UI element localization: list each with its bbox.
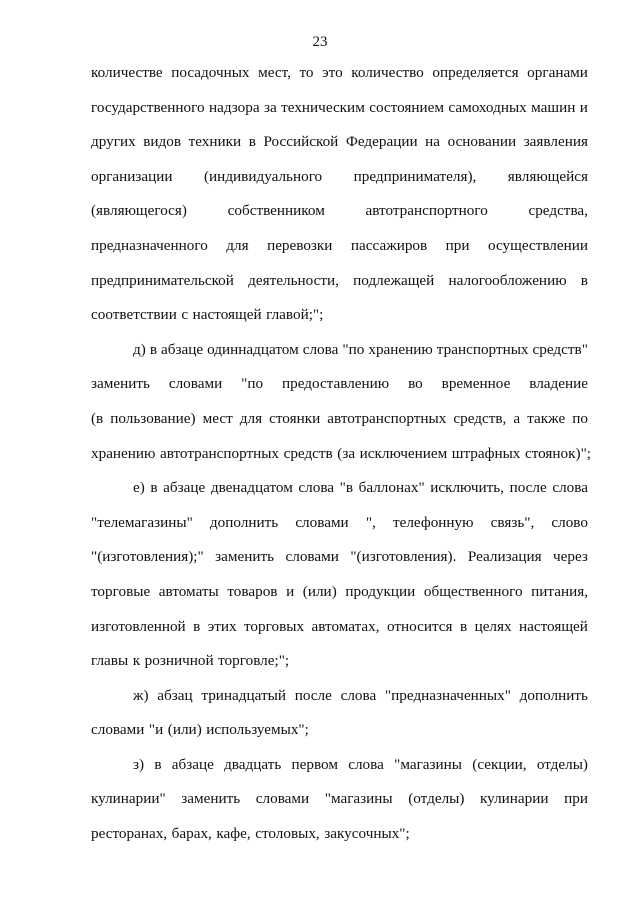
word: к [132,652,141,670]
word: барах, [171,825,212,843]
word: автоматы [158,582,219,600]
word: слово [551,513,588,531]
text-line [91,333,588,368]
word: организации [91,167,173,185]
word: хранению [91,444,156,462]
text-line [91,437,591,472]
word: автотранспортных [159,444,280,462]
word: закусочных"; [324,825,410,843]
word: заменить [215,548,275,566]
word: техническим [281,98,365,116]
word: временное [441,375,511,393]
word: продукции [345,582,416,600]
word: штрафных [451,444,521,462]
word: (являющегося) [91,202,187,220]
text-line [91,56,588,91]
word: автоматах, [311,617,380,635]
word: словами [295,513,349,531]
word: стоянок)"; [524,444,591,462]
word: Российской [263,133,339,151]
word: дополнить [209,513,279,531]
word: и [579,98,588,116]
word: дополнить [519,686,588,704]
text-line [91,471,588,506]
word: основании [447,133,517,151]
word: "(изготовления). [350,548,457,566]
word: питания, [531,582,588,600]
word: торговые [91,582,151,600]
word: пассажиров [350,236,428,254]
text-line [91,367,588,402]
text-line [91,540,588,575]
word: е) [133,479,145,497]
word: это [322,64,343,81]
word: в [248,133,256,151]
word: предназначенного [91,236,208,254]
word: и [286,582,295,600]
word: "магазины [394,755,463,773]
text-line [91,748,588,783]
word: в [150,479,158,497]
word: двадцать [224,755,282,773]
word: посадочных [171,64,250,81]
word: "в [339,479,354,497]
word: "предназначенных" [384,686,511,704]
word: абзаце [161,340,204,358]
word: отделы) [536,755,588,773]
word: после [294,686,332,704]
word: видов [143,133,182,151]
word: ", [365,513,376,531]
word: "телемагазины" [91,513,193,531]
word: автотранспортных [327,409,447,427]
word: кулинарии" [91,790,166,808]
word: надзора [208,98,260,116]
word: по [572,409,588,427]
word: главой;"; [266,306,324,324]
word: кафе, [216,825,251,843]
word: товаров [227,582,278,600]
word: предоставлению [281,375,390,393]
word: состоянием [369,98,445,116]
word: собственником [227,202,325,220]
word: настоящей [519,617,588,635]
word: столовых, [255,825,320,843]
word: транспортных [436,340,529,358]
word: в [154,755,162,773]
word: предпринимателя), [353,167,477,185]
word: подлежащей [353,271,435,289]
text-line [91,575,588,610]
word: кулинарии [480,790,549,808]
word: пользование) [110,409,196,427]
word: настоящей [192,306,262,324]
word: слова [348,755,384,773]
text-line [91,817,588,852]
word: а [513,409,521,427]
word: органами [527,64,588,81]
word: заявления [523,133,588,151]
word: торговле;"; [218,652,290,670]
word: слова [302,340,339,358]
word: то [299,64,314,81]
word: Федерации [345,133,418,151]
word: двенадцатом [210,479,293,497]
word: словами [255,790,310,808]
page-number: 23 [312,34,328,50]
word: (секции, [472,755,527,773]
word: баллонах" [358,479,425,497]
word: количестве [91,64,163,81]
word: владение [529,375,588,393]
text-line [91,298,588,333]
word: после [509,479,547,497]
word: этих [207,617,237,635]
word: з) [133,755,145,773]
word: телефонную [392,513,474,531]
word: абзаце [163,479,206,497]
document-body [91,56,591,852]
word: автотранспортного [365,202,488,220]
word: также [527,409,566,427]
word: одиннадцатом [207,340,299,358]
word: в [149,340,157,358]
word: средств [283,444,333,462]
text-line [91,160,588,195]
word: мест, [258,64,291,81]
word: изготовленной [91,617,186,635]
word: в [580,271,588,289]
word: "магазины [324,790,393,808]
word: техники [188,133,242,151]
word: средств" [532,340,588,358]
word: исключить, [430,479,504,497]
word: в [459,617,468,635]
word: "по [241,375,264,393]
word: во [408,375,423,393]
word: соответствии [91,306,177,324]
word: слова [298,479,335,497]
word: главы [91,652,129,670]
word: с [181,306,189,324]
word: налогообложению [448,271,567,289]
text-line [91,229,588,264]
word: за [264,98,277,116]
word: перевозки [267,236,333,254]
text-line [91,264,588,299]
word: исключением [359,444,448,462]
word: являющейся [507,167,588,185]
word: хранению [368,340,433,358]
word: при [445,236,470,254]
word: на [425,133,441,151]
word: торговых [244,617,305,635]
word: других [91,133,136,151]
word: мест [202,409,233,427]
word: (или) [167,721,202,739]
word: осуществлении [488,236,588,254]
word: государственного [91,98,205,116]
word: "по [342,340,365,358]
word: (в [91,409,104,427]
word: (отделы) [408,790,465,808]
word: стоянки [269,409,321,427]
word: определяется [432,64,519,81]
word: средств, [453,409,507,427]
word: для [239,409,263,427]
word: используемых"; [206,721,309,739]
word: деятельности, [248,271,339,289]
word: самоходных [448,98,527,116]
word: связь", [490,513,535,531]
text-line [91,91,588,126]
text-line [91,644,588,679]
word: Реализация [467,548,542,566]
word: через [553,548,588,566]
word: абзац [157,686,193,704]
word: предпринимательской [91,271,234,289]
word: абзаце [171,755,214,773]
word: словами [91,721,145,739]
word: для [226,236,249,254]
word: при [564,790,588,808]
word: словами [168,375,223,393]
word: ресторанах, [91,825,168,843]
word: д) [133,340,146,358]
word: средства, [528,202,588,220]
text-line [91,610,588,645]
word: тринадцатый [201,686,286,704]
text-line [91,194,588,229]
word: слова [340,686,377,704]
word: заменить [91,375,150,393]
word: количество [351,64,424,81]
text-line [91,506,588,541]
word: в [193,617,201,635]
word: слова [552,479,588,497]
word: (или) [302,582,337,600]
word: целях [474,617,512,635]
word: "и [148,721,164,739]
word: (индивидуального [204,167,323,185]
word: машин [531,98,576,116]
text-line [91,679,588,714]
word: относится [386,617,453,635]
word: ж) [133,686,149,704]
text-line [91,782,588,817]
text-line [91,125,588,160]
word: розничной [144,652,214,670]
word: общественного [423,582,523,600]
word: словами [285,548,339,566]
text-line [91,402,588,437]
text-line [91,713,588,748]
word: заменить [181,790,241,808]
word: первом [291,755,338,773]
word: (за [337,444,356,462]
word: "(изготовления);" [91,548,204,566]
